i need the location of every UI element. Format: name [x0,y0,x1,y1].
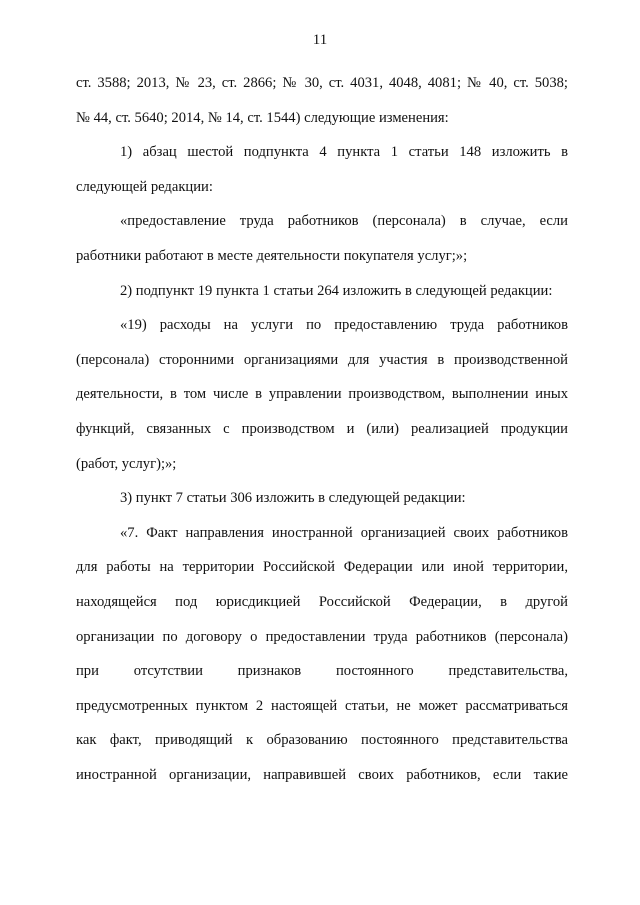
text-line: (работ, услуг);»; [76,455,177,472]
document-body [76,66,568,792]
text-line: 3) пункт 7 статьи 306 изложить в следующей редакции: [120,490,466,507]
text-line: (персонала) сторонними организациями для участия в производственной [76,351,568,368]
text-line: находящейся под юрисдикцией Российской Федерации, в другой [76,593,568,610]
text-line: деятельности, в том числе в управлении производством, выполнении иных [76,386,568,403]
text-line: предусмотренных пунктом 2 настоящей статьи, не может рассматриваться [76,697,568,714]
text-line: 2) подпункт 19 пункта 1 статьи 264 изложить в следующей редакции: [120,282,553,299]
text-line: следующей редакции: [76,178,213,195]
text-line: 1) абзац шестой подпункта 4 пункта 1 статьи 148 изложить в [120,144,568,161]
text-line: функций, связанных с производством и (или) реализацией продукции [76,420,568,437]
text-line: «предоставление труда работников (персонала) в случае, если [120,213,568,230]
text-line: при отсутствии признаков постоянного представительства, [76,663,568,680]
text-line: как факт, приводящий к образованию постоянного представительства [76,732,568,749]
text-line: «19) расходы на услуги по предоставлению труда работников [120,317,568,334]
text-line: иностранной организации, направившей своих работников, если такие [76,766,568,783]
page-number: 11 [312,32,328,48]
text-line: работники работают в месте деятельности покупателя услуг;»; [76,247,468,264]
text-line: ст. 3588; 2013, № 23, ст. 2866; № 30, ст. 4031, 4048, 4081; № 40, ст. 5038; [76,75,568,91]
text-line: «7. Факт направления иностранной организацией своих работников [120,524,568,541]
text-line: № 44, ст. 5640; 2014, № 14, ст. 1544) следующие изменения: [76,109,449,126]
text-line: организации по договору о предоставлении труда работников (персонала) [76,628,568,645]
text-line: для работы на территории Российской Федерации или иной территории, [76,559,568,576]
